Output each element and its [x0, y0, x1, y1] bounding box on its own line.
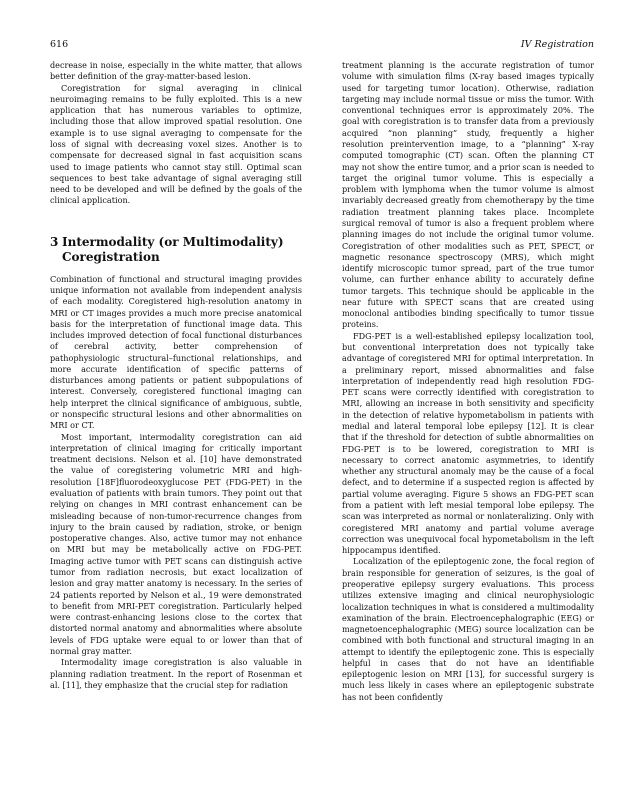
running-header	[50, 39, 594, 51]
running-section-title: IV Registration	[520, 39, 594, 50]
paragraph: Intermodality image coregistration is also valuable in planning radiation treatment. In the report of Rosenman et al. [11], they emphasize that the crucial step for radiation	[50, 657, 302, 690]
paragraph: Most important, intermodality coregistration can aid interpretation of clinical imaging for critically important treatment decisions. Nelson et al. [10] have demonstrated the value of coregistering volumetric MRI and high-resolution [18F]fluorodeoxyglucose PET (FDG-PET) in the evaluation of patients with brain tumors. They point out that relying on changes in MRI contrast enhancement can be misleading because of non-tumor-recurrence changes from injury to the brain caused by radiation, stroke, or benign postoperative changes. Also, active tumor may not enhance on MRI but may be metabolically active on FDG-PET. Imaging active tumor with PET scans can distinguish active tumor from radiation necrosis, but exact localization of lesion and gray matter anatomy is necessary. In the series of 24 patients reported by Nelson et al., 19 were demonstrated to benefit from MRI-PET coregistration. Particularly helped were contrast-enhancing lesions close to the cortex that distorted normal anatomy and abnormalities where absolute levels of FDG uptake were equal to or lower than that of normal gray matter.	[50, 431, 302, 656]
section-title-line1: Intermodality (or Multimodality)	[62, 234, 284, 249]
paragraph: Localization of the epileptogenic zone, the focal region of brain responsible for generation of seizures, is the goal of preoperative epilepsy surgery evaluations. This process utilizes extensive imaging and clinical neurophysiologic localization techniques in what is considered a multimodality examination of the brain. Electroencephalographic (EEG) or magnetoencephalographic (MEG) source localization can be combined with both functional and structural imaging in an attempt to identify the epileptogenic zone. This is especially helpful in cases that do not have an identifiable epileptogenic lesion on MRI [13], for successful surgery is much less likely in cases where an epileptogenic substrate has not been confidently	[342, 556, 594, 702]
page-number: 616	[50, 39, 69, 50]
paragraph: Coregistration for signal averaging in clinical neuroimaging remains to be fully exploited. This is a new application that has numerous variables to optimize, including those that allow improved spatial resolution. One example is to use signal averaging to compensate for the loss of signal with decreasing voxel sizes. Another is to compensate for decreased signal in fast acquisition scans used to image patients who cannot stay still. Optimal scan sequences to best take advantage of signal averaging still need to be developed and will be defined by the goals of the clinical application.	[50, 82, 302, 206]
right-column	[342, 60, 594, 703]
paragraph: decrease in noise, especially in the white matter, that allows better definition of the gray-matter-based lesion.	[50, 60, 302, 82]
paragraph: treatment planning is the accurate registration of tumor volume with simulation films (X-ray based images typically used for targeting tumor location). Otherwise, radiation targeting may include normal tissue or miss the tumor. With conventional techniques error is approximately 20%. The goal with coregistration is to transfer data from a previously acquired “non planning” study, frequently a higher resolution preintervention image, to a “planning” X-ray computed tomographic (CT) scan. Often the planning CT may not show the entire tumor, and a prior scan is needed to target the original tumor volume. This is especially a problem with lymphoma when the tumor volume is almost invariably decreased greatly from chemotherapy by the time radiation treatment planning takes place. Incomplete surgical removal of tumor is also a frequent problem where planning images do not include the original tumor volume. Coregistration of other modalities such as PET, SPECT, or magnetic resonance spectroscopy (MRS), which might identify microscopic tumor spread, part of the true tumor volume, can further enhance ability to accurately define tumor targets. This technique should be applicable in the near future with SPECT scans that are created using monoclonal antibodies binding specifically to tumor tissue proteins.	[342, 60, 594, 330]
left-column	[50, 60, 302, 691]
section-heading	[50, 235, 302, 265]
paragraph: FDG-PET is a well-established epilepsy localization tool, but conventional interpretation does not typically take advantage of coregistered MRI for optimal interpretation. In a preliminary report, missed abnormalities and false interpretation of independently read high resolution FDG-PET scans were correctly identified with coregistration to MRI, allowing an increase in both sensitivity and specificity in the detection of relative hypometabolism in patients with medial and lateral temporal lobe epilepsy [12]. It is clear that if the threshold for detection of subtle abnormalities on FDG-PET is to be lowered, coregistration to MRI is necessary to correct anatomic asymmetries, to identify whether any structural anomaly may be the cause of a focal defect, and to determine if a suspected region is affected by partial volume averaging. Figure 5 shows an FDG-PET scan from a patient with left mesial temporal lobe epilepsy. The scan was interpreted as normal or nonlateralizing. Only with coregistered MRI anatomy and partial volume average correction was unequivocal focal hypometabolism in the left hippocampus identified.	[342, 330, 594, 556]
section-title-line2: Coregistration	[62, 249, 160, 264]
paragraph: Combination of functional and structural imaging provides unique information not available from independent analysis of each modality. Coregistered high-resolution anatomy in MRI or CT images provides a much more precise anatomical basis for the interpretation of functional image data. This includes improved detection of focal functional disturbances of cerebral activity, better comprehension of pathophysiologic structural–functional relationships, and more accurate identification of specific patterns of disturbances among patients or patient subpopulations of interest. Conversely, coregistered functional imaging can help interpret the clinical significance of ambiguous, subtle, or nonspecific structural lesions and other abnormalities on MRI or CT.	[50, 273, 302, 431]
section-number: 3	[50, 234, 59, 249]
